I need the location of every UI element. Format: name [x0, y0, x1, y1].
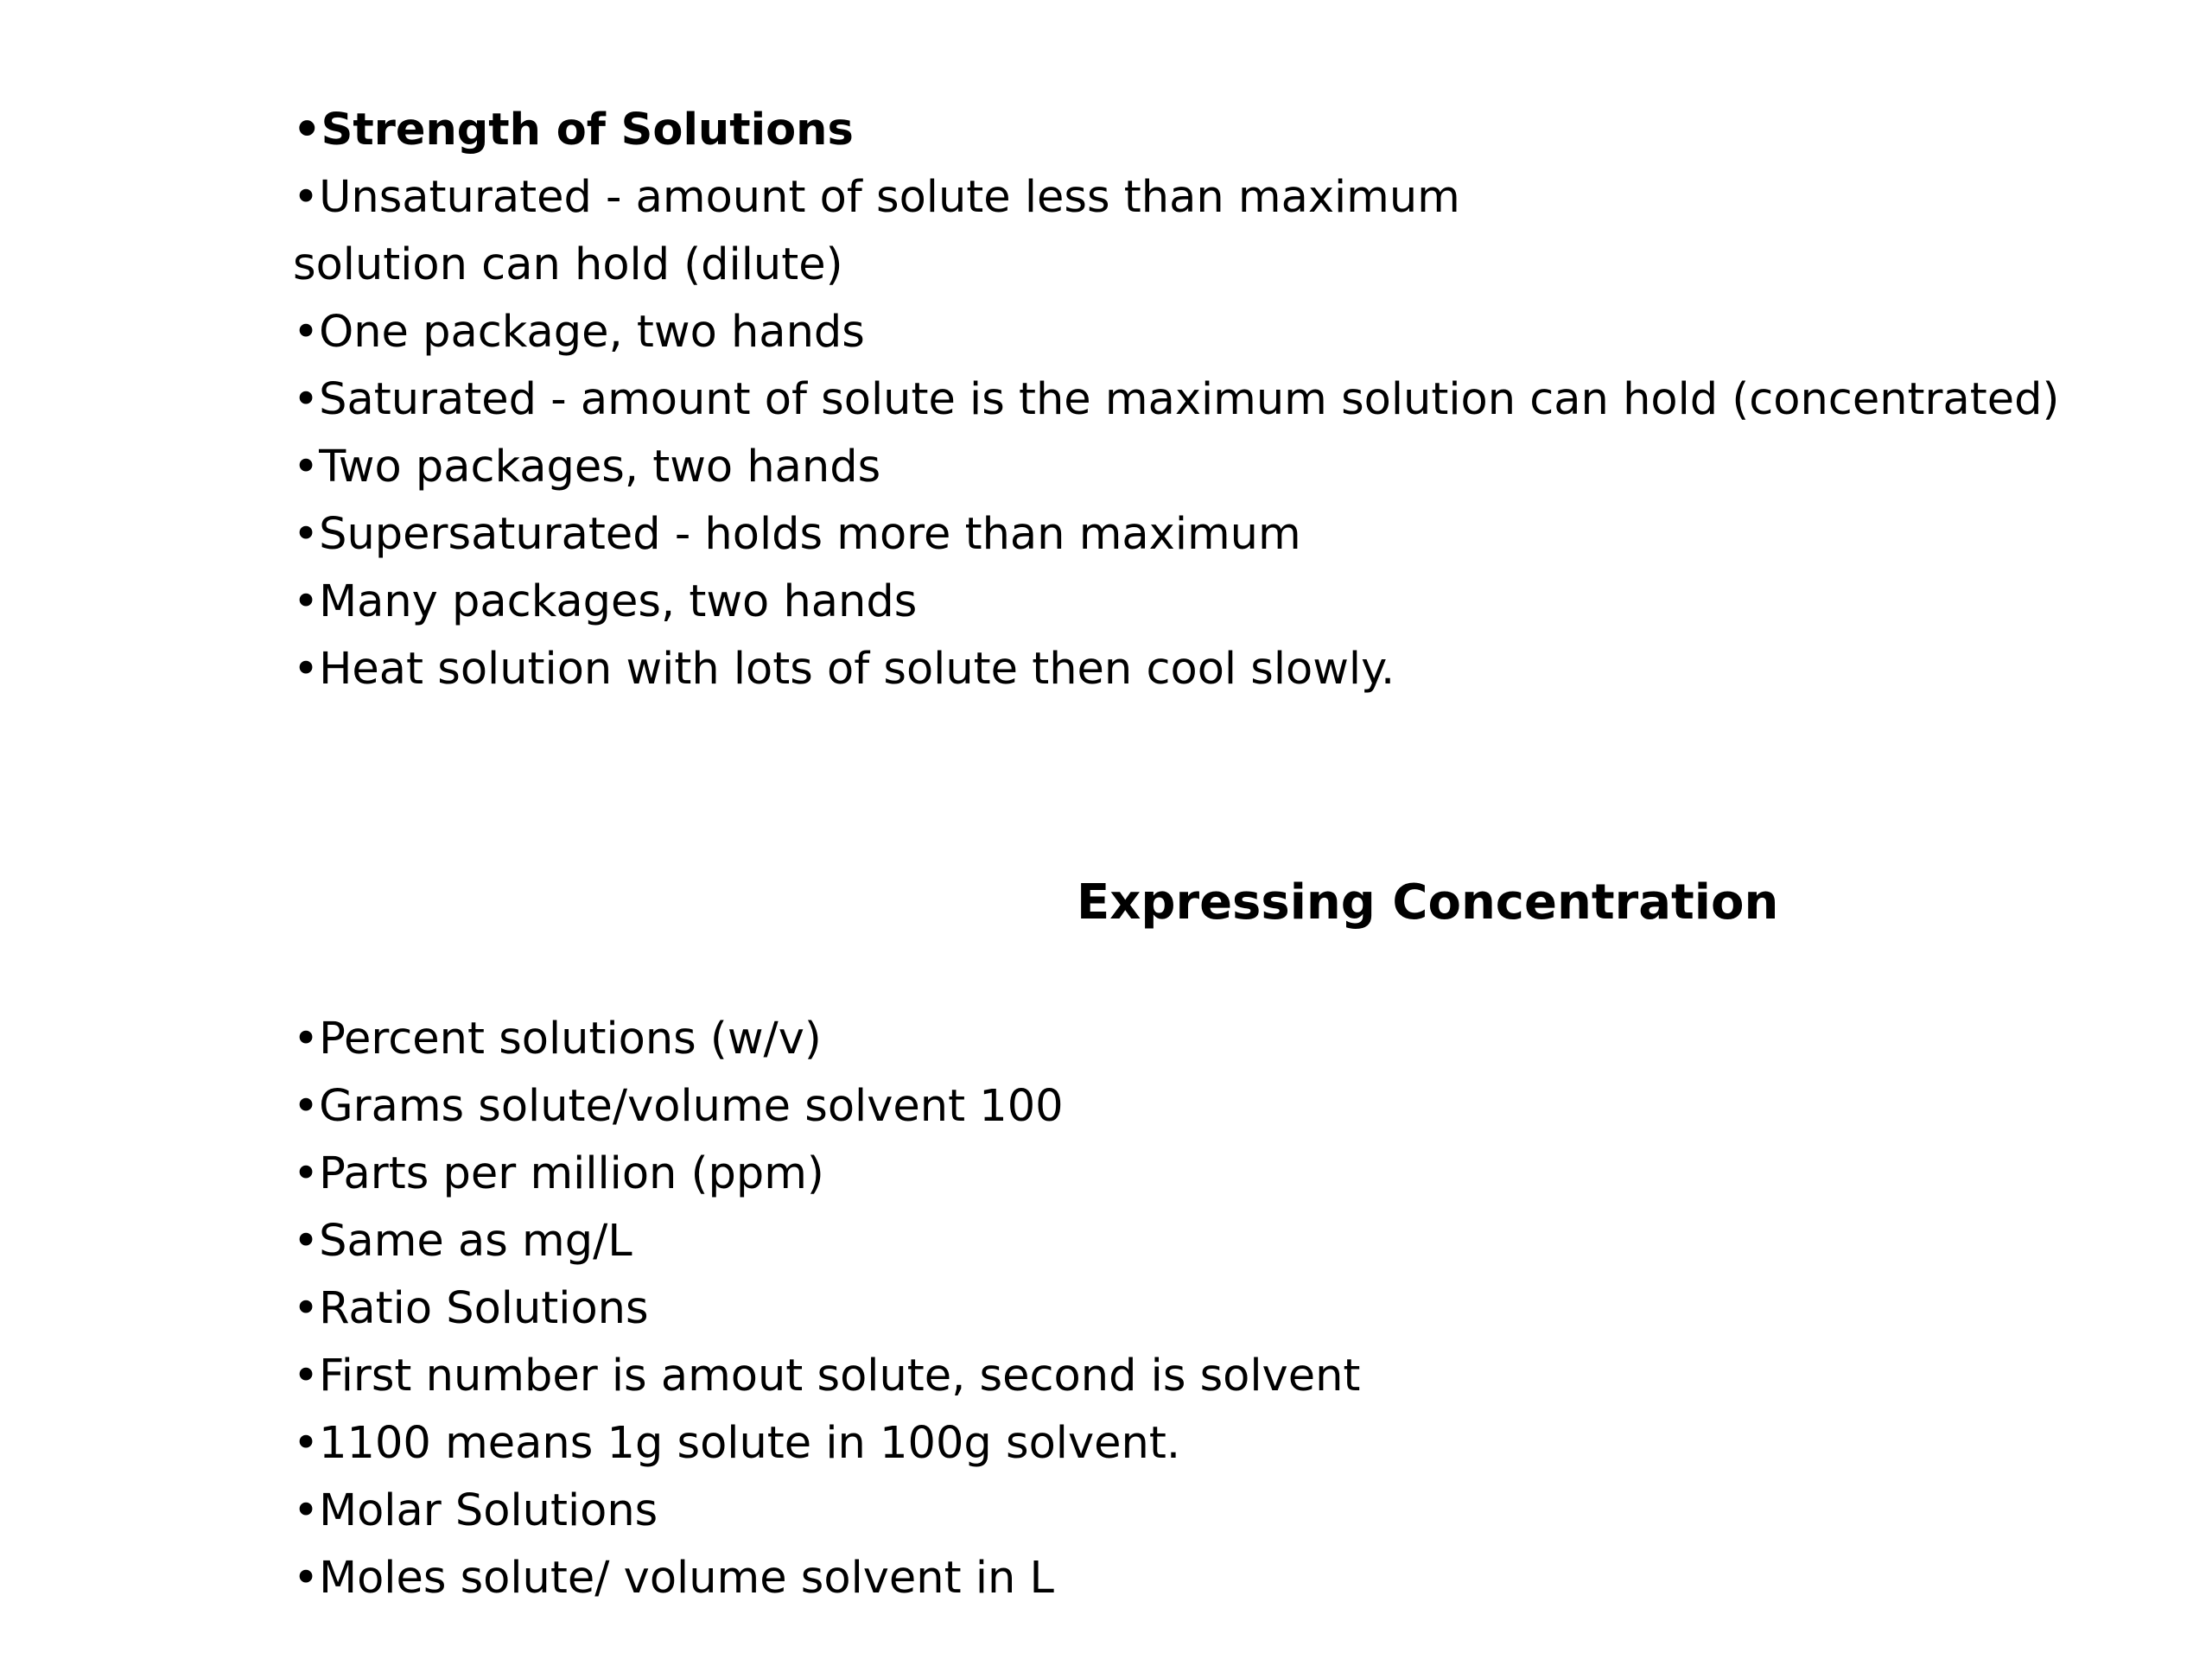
bullet-ratio-example: •1100 means 1g solute in 100g solvent.: [293, 1418, 1181, 1469]
bullet-percent-solutions: •Percent solutions (w/v): [293, 1014, 822, 1065]
bullet-moles-per-volume: •Moles solute/ volume solvent in L: [293, 1553, 1054, 1604]
bullet-one-package: •One package, two hands: [293, 307, 865, 358]
bullet-many-packages: •Many packages, two hands: [293, 576, 918, 627]
bullet-two-packages: •Two packages, two hands: [293, 442, 881, 493]
bullet-unsaturated: •Unsaturated - amount of solute less than maximum: [293, 172, 1460, 223]
bullet-first-number: •First number is amout solute, second is solvent: [293, 1351, 1361, 1402]
section-title-expressing-concentration: Expressing Concentration: [1077, 874, 1779, 931]
bullet-saturated: •Saturated - amount of solute is the maximum solution can hold (concentrated): [293, 374, 2060, 425]
bullet-grams-per-volume: •Grams solute/volume solvent 100: [293, 1081, 1064, 1132]
strength-of-solutions-section: [293, 97, 2177, 703]
bullet-unsaturated-continued: solution can hold (dilute): [293, 239, 843, 290]
bullet-parts-per-million: •Parts per million (ppm): [293, 1148, 824, 1199]
bullet-same-as-mg-l: •Same as mg/L: [293, 1216, 632, 1267]
bullet-ratio-solutions: •Ratio Solutions: [293, 1283, 649, 1334]
expressing-concentration-section: [293, 1006, 2177, 1612]
bullet-heat-solution: •Heat solution with lots of solute then cool slowly.: [293, 644, 1395, 695]
bullet-supersaturated: •Supersaturated - holds more than maximum: [293, 509, 1301, 560]
section-title-strength: •Strength of Solutions: [293, 105, 854, 156]
bullet-molar-solutions: •Molar Solutions: [293, 1485, 658, 1536]
